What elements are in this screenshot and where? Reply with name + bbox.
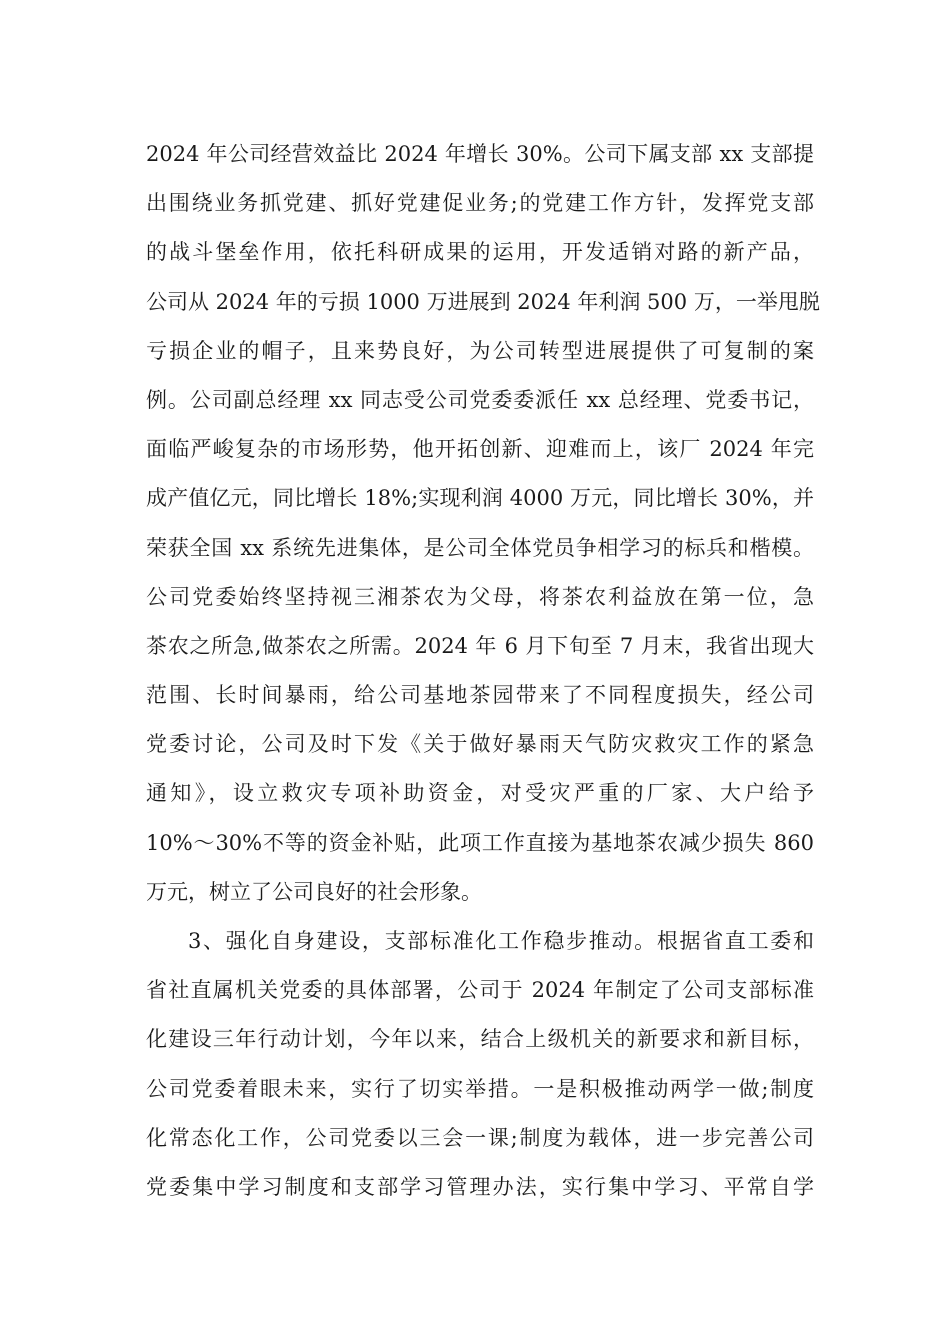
text-line: 公司党委始终坚持视三湘茶农为父母，将茶农利益放在第一位，急 <box>146 584 814 609</box>
text-line: 茶农之所急,做茶农之所需。2024 年 6 月下旬至 7 月末，我省出现大 <box>146 633 814 658</box>
text-line: 2024 年公司经营效益比 2024 年增长 30%。公司下属支部 xx 支部提 <box>146 142 814 166</box>
text-line: 党委集中学习制度和支部学习管理办法，实行集中学习、平常自学 <box>146 1174 814 1199</box>
text-line: 范围、长时间暴雨，给公司基地茶园带来了不同程度损失，经公司 <box>146 683 814 708</box>
text-line: 万元，树立了公司良好的社会形象。 <box>146 879 482 904</box>
text-line: 化建设三年行动计划，今年以来，结合上级机关的新要求和新目标， <box>146 1027 814 1052</box>
text-line: 面临严峻复杂的市场形势，他开拓创新、迎难而上，该厂 2024 年完 <box>146 437 814 462</box>
text-line: 化常态化工作，公司党委以三会一课;制度为载体，进一步完善公司 <box>146 1125 814 1150</box>
text-line: 党委讨论，公司及时下发《关于做好暴雨天气防灾救灾工作的紧急 <box>146 732 814 757</box>
text-line: 亏损企业的帽子，且来势良好，为公司转型进展提供了可复制的案 <box>146 338 814 363</box>
text-line: 通知》，设立救灾专项补助资金，对受灾严重的厂家、大户给予 <box>146 781 814 806</box>
text-line-paragraph-start: 3、强化自身建设，支部标准化工作稳步推动。根据省直工委和 <box>188 929 814 953</box>
body-text <box>146 130 820 1212</box>
text-line: 10%～30%不等的资金补贴，此项工作直接为基地茶农减少损失 860 <box>146 830 814 855</box>
text-line: 公司党委着眼未来，实行了切实举措。一是积极推动两学一做;制度 <box>146 1076 814 1101</box>
text-line: 成产值亿元，同比增长 18%;实现利润 4000 万元，同比增长 30%，并 <box>146 486 814 511</box>
text-line: 公司从 2024 年的亏损 1000 万进展到 2024 年利润 500 万，一举甩脱 <box>146 289 820 314</box>
text-line: 荣获全国 xx 系统先进集体，是公司全体党员争相学习的标兵和楷模。 <box>146 535 814 560</box>
text-line: 例。公司副总经理 xx 同志受公司党委委派任 xx 总经理、党委书记， <box>146 387 814 412</box>
text-line: 的战斗堡垒作用，依托科研成果的运用，开发适销对路的新产品， <box>146 240 814 265</box>
text-line: 出围绕业务抓党建、抓好党建促业务;的党建工作方针，发挥党支部 <box>146 191 814 216</box>
text-line: 省社直属机关党委的具体部署，公司于 2024 年制定了公司支部标准 <box>146 978 814 1003</box>
